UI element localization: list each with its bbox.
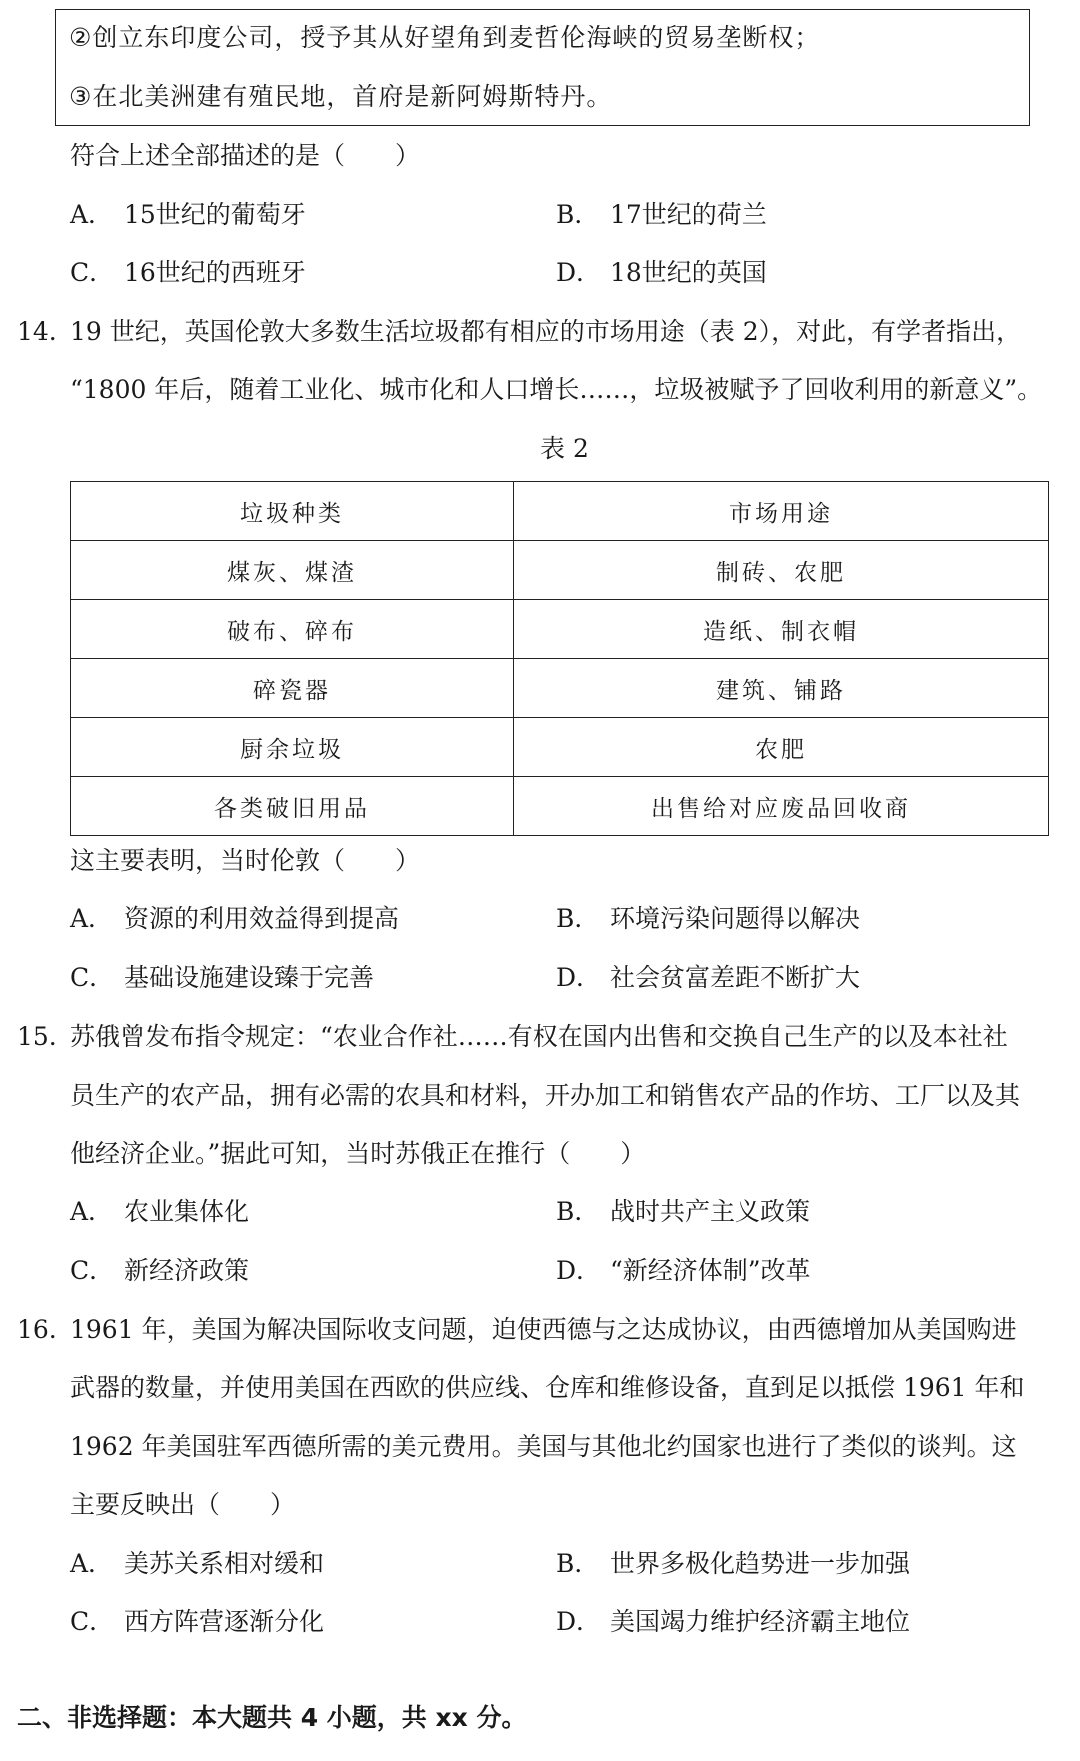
option-text: 西方阵营逐渐分化: [124, 1607, 325, 1636]
option-letter: A．: [70, 904, 114, 933]
q13-option-b: [556, 199, 767, 231]
option-letter: C．: [70, 963, 115, 992]
option-letter: A．: [70, 200, 114, 229]
option-text: “新经济体制”改革: [610, 1256, 811, 1285]
option-letter: C．: [70, 1256, 115, 1285]
q15-line-3: 他经济企业。”据此可知，当时苏俄正在推行（ ）: [70, 1139, 646, 1168]
q13-stem: 符合上述全部描述的是（ ）: [70, 141, 421, 170]
table-cell: 造纸、制衣帽: [514, 600, 1049, 659]
table-title: 表 2: [540, 434, 589, 463]
q15-option-d: [556, 1255, 811, 1287]
table-row: [71, 718, 1049, 777]
option-text: 战时共产主义政策: [610, 1197, 811, 1226]
table-row: [71, 541, 1049, 600]
q13-option-d: [556, 257, 767, 289]
option-letter: D．: [556, 963, 602, 992]
q14-number: 14.: [17, 317, 57, 346]
material-line-3: ③在北美洲建有殖民地，首府是新阿姆斯特丹。: [69, 82, 613, 111]
option-text: 环境污染问题得以解决: [610, 904, 861, 933]
option-letter: B．: [556, 1197, 600, 1226]
option-letter: D．: [556, 258, 602, 287]
option-letter: D．: [556, 1256, 602, 1285]
q16-line-3: 1962 年美国驻军西德所需的美元费用。美国与其他北约国家也进行了类似的谈判。这: [70, 1432, 1017, 1461]
garbage-use-table: [70, 481, 1049, 836]
option-text: 17世纪的荷兰: [610, 200, 767, 229]
table-cell: 碎瓷器: [71, 659, 514, 718]
table-row: [71, 777, 1049, 836]
material-line-2: ②创立东印度公司，授予其从好望角到麦哲伦海峡的贸易垄断权；: [69, 23, 821, 52]
q15-option-b: [556, 1196, 810, 1228]
option-letter: C．: [70, 1607, 115, 1636]
table-header-cell: 垃圾种类: [71, 482, 514, 541]
q14-option-c: [70, 962, 374, 994]
option-text: 美国竭力维护经济霸主地位: [610, 1607, 911, 1636]
option-letter: B．: [556, 1549, 600, 1578]
q14-option-a: [70, 903, 399, 935]
table-header-row: [71, 482, 1049, 541]
q16-line-4: 主要反映出（ ）: [70, 1490, 296, 1519]
table-cell: 农肥: [514, 718, 1049, 777]
table-row: [71, 659, 1049, 718]
table-cell: 建筑、铺路: [514, 659, 1049, 718]
option-text: 18世纪的英国: [610, 258, 767, 287]
q15-line-1: 苏俄曾发布指令规定：“农业合作社……有权在国内出售和交换自己生产的以及本社社: [70, 1022, 1008, 1051]
q16-line-1: 1961 年，美国为解决国际收支问题，迫使西德与之达成协议，由西德增加从美国购进: [70, 1315, 1017, 1344]
q15-option-c: [70, 1255, 249, 1287]
option-text: 15世纪的葡萄牙: [124, 200, 306, 229]
table-header-cell: 市场用途: [514, 482, 1049, 541]
q14-option-d: [556, 962, 860, 994]
option-text: 世界多极化趋势进一步加强: [610, 1549, 911, 1578]
option-text: 新经济政策: [124, 1256, 250, 1285]
q14-line-1: 19 世纪，英国伦敦大多数生活垃圾都有相应的市场用途（表 2），对此，有学者指出，: [70, 317, 1022, 346]
q15-option-a: [70, 1196, 249, 1228]
option-letter: A．: [70, 1197, 114, 1226]
section-heading: 二、非选择题：本大题共 4 小题，共 xx 分。: [17, 1703, 527, 1732]
q15-number: 15.: [17, 1022, 57, 1051]
table-cell: 破布、碎布: [71, 600, 514, 659]
option-text: 16世纪的西班牙: [124, 258, 306, 287]
option-text: 美苏关系相对缓和: [124, 1549, 325, 1578]
table-cell: 各类破旧用品: [71, 777, 514, 836]
q16-line-2: 武器的数量，并使用美国在西欧的供应线、仓库和维修设备，直到足以抵偿 1961 年和: [70, 1373, 1025, 1402]
q14-stem: 这主要表明，当时伦敦（ ）: [70, 846, 421, 875]
q16-option-c: [70, 1606, 324, 1638]
option-text: 资源的利用效益得到提高: [124, 904, 400, 933]
option-text: 社会贫富差距不断扩大: [610, 963, 861, 992]
q13-option-c: [70, 257, 306, 289]
q15-line-2: 员生产的农产品，拥有必需的农具和材料，开办加工和销售农产品的作坊、工厂以及其: [70, 1081, 1021, 1110]
table-cell: 煤灰、煤渣: [71, 541, 514, 600]
q16-number: 16.: [17, 1315, 57, 1344]
q14-option-b: [556, 903, 860, 935]
option-text: 基础设施建设臻于完善: [124, 963, 375, 992]
option-letter: B．: [556, 200, 600, 229]
option-letter: B．: [556, 904, 600, 933]
option-letter: D．: [556, 1607, 602, 1636]
table-cell: 出售给对应废品回收商: [514, 777, 1049, 836]
option-letter: A．: [70, 1549, 114, 1578]
q13-option-a: [70, 199, 306, 231]
q16-option-a: [70, 1548, 324, 1580]
option-text: 农业集体化: [124, 1197, 250, 1226]
q14-line-2: “1800 年后，随着工业化、城市化和人口增长……，垃圾被赋予了回收利用的新意义”。: [70, 375, 1043, 404]
table-row: [71, 600, 1049, 659]
option-letter: C．: [70, 258, 115, 287]
table-cell: 制砖、农肥: [514, 541, 1049, 600]
q16-option-b: [556, 1548, 910, 1580]
table-cell: 厨余垃圾: [71, 718, 514, 777]
q16-option-d: [556, 1606, 910, 1638]
